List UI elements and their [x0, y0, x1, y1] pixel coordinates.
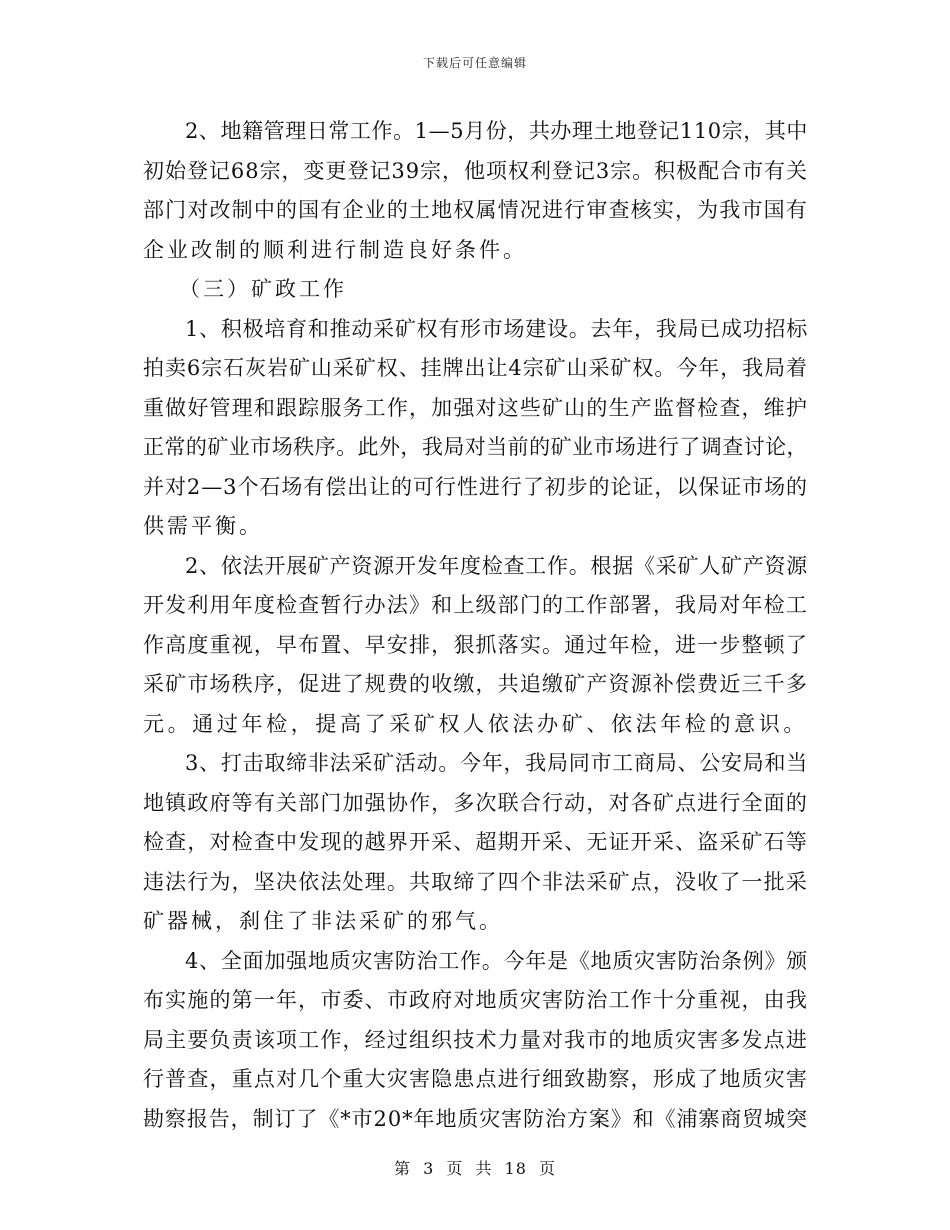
paragraph-line: 供需平衡。	[143, 514, 263, 538]
paragraph-line: 重做好管理和跟踪服务工作，加强对这些矿山的生产监督检查，维护	[143, 395, 808, 420]
paragraph-line: 行普查，重点对几个重大灾害隐患点进行细致勘察，形成了地质灾害	[143, 1067, 808, 1091]
paragraph-line: 采矿市场秩序，促进了规费的收缴，共追缴矿产资源补偿费近三千多	[143, 672, 808, 696]
section-heading: （三）矿政工作	[179, 277, 347, 301]
paragraph-line: 1、积极培育和推动采矿权有形市场建设。去年，我局已成功招标	[185, 316, 808, 341]
paragraph-line: 作高度重视，早布置、早安排，狠抓落实。通过年检，进一步整顿了	[143, 632, 808, 657]
paragraph-line: 4、全面加强地质灾害防治工作。今年是《地质灾害防治条例》颁	[185, 948, 808, 973]
paragraph-line: 正常的矿业市场秩序。此外，我局对当前的矿业市场进行了调查讨论，	[143, 435, 808, 459]
paragraph-line: 元。通过年检，提高了采矿权人依法办矿、依法年检的意识。	[143, 711, 808, 736]
paragraph-line: 2、地籍管理日常工作。1—5月份，共办理土地登记110宗，其中	[185, 119, 808, 143]
paragraph-line: 布实施的第一年，市委、市政府对地质灾害防治工作十分重视，由我	[143, 988, 808, 1012]
paragraph-line: 勘察报告，制订了《*市20*年地质灾害防治方案》和《浦寨商贸城突	[143, 1106, 808, 1131]
paragraph-line: 企业改制的顺利进行制造良好条件。	[143, 237, 527, 262]
paragraph-line: 开发利用年度检查暂行办法》和上级部门的工作部署，我局对年检工	[143, 593, 808, 617]
paragraph-line: 部门对改制中的国有企业的土地权属情况进行审查核实，为我市国有	[143, 198, 808, 222]
paragraph-line: 检查，对检查中发现的越界开采、超期开采、无证开采、盗采矿石等	[143, 830, 808, 854]
paragraph-line: 拍卖6宗石灰岩矿山采矿权、挂牌出让4宗矿山采矿权。今年，我局着	[143, 356, 808, 380]
paragraph-line: 矿器械，刹住了非法采矿的邪气。	[143, 909, 503, 933]
paragraph-line: 局主要负责该项工作，经过组织技术力量对我市的地质灾害多发点进	[143, 1027, 808, 1052]
document-body	[143, 112, 808, 1139]
paragraph-line: 违法行为，坚决依法处理。共取缔了四个非法采矿点，没收了一批采	[143, 869, 808, 894]
paragraph-line: 地镇政府等有关部门加强协作，多次联合行动，对各矿点进行全面的	[143, 790, 808, 815]
paragraph-line: 并对2—3个石场有偿出让的可行性进行了初步的论证，以保证市场的	[143, 474, 808, 499]
paragraph-line: 初始登记68宗，变更登记39宗，他项权利登记3宗。积极配合市有关	[143, 158, 808, 183]
paragraph-line: 3、打击取缔非法采矿活动。今年，我局同市工商局、公安局和当	[185, 751, 808, 775]
paragraph-line: 2、依法开展矿产资源开发年度检查工作。根据《采矿人矿产资源	[185, 553, 808, 578]
page-number-footer: 第 3 页 共 18 页	[394, 1159, 556, 1178]
page-header: 下载后可任意编辑	[422, 56, 527, 70]
